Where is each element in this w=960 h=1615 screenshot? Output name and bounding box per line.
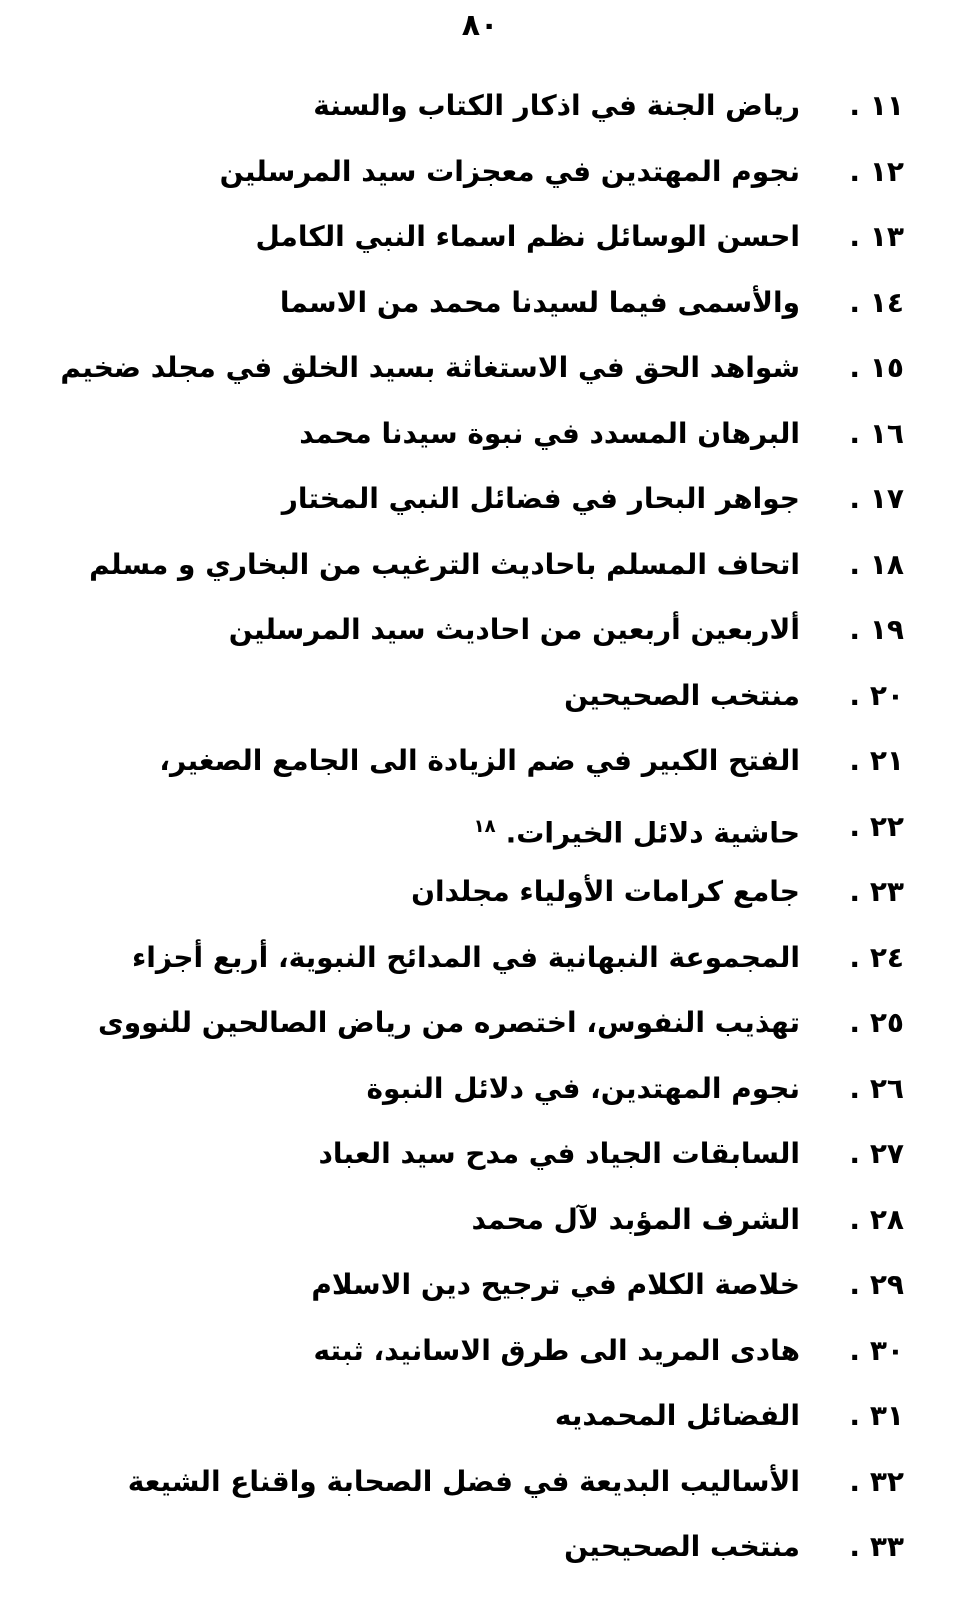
item-number: ٢٣ . xyxy=(849,875,904,908)
list-item xyxy=(0,1192,960,1258)
item-number: ١١ . xyxy=(849,89,904,122)
item-title: والأسمى فيما لسيدنا محمد من الاسما xyxy=(279,285,800,319)
list-item xyxy=(0,930,960,996)
item-title: هادى المريد الى طرق الاسانيد، ثبته xyxy=(313,1333,800,1367)
item-number: ٢٤ . xyxy=(849,940,904,974)
list-item xyxy=(0,1126,960,1192)
item-number: ٢٠ . xyxy=(849,678,904,712)
item-title: الفضائل المحمديه xyxy=(554,1399,800,1432)
list-item xyxy=(0,406,960,472)
item-number: ٢١ . xyxy=(849,744,904,777)
book-list xyxy=(0,78,960,1585)
list-item xyxy=(0,799,960,865)
list-item xyxy=(0,1388,960,1454)
list-item xyxy=(0,78,960,144)
list-item xyxy=(0,864,960,930)
item-number: ٢٧ . xyxy=(849,1137,904,1170)
item-title: نجوم المهتدين في معجزات سيد المرسلين xyxy=(219,154,800,188)
item-number: ١٧ . xyxy=(849,482,904,515)
item-number: ٢٩ . xyxy=(849,1268,904,1301)
item-number: ١٣ . xyxy=(849,220,904,253)
item-title: احسن الوسائل نظم اسماء النبي الكامل xyxy=(255,220,800,253)
item-number: ٣٣ . xyxy=(849,1530,904,1563)
item-title xyxy=(474,807,800,853)
item-title: المجموعة النبهانية في المدائح النبوية، أربع أجزاء xyxy=(131,940,800,974)
item-title: منتخب الصحيحين xyxy=(564,678,800,712)
item-title: السابقات الجياد في مدح سيد العباد xyxy=(318,1137,800,1170)
item-title: تهذيب النفوس، اختصره من رياض الصالحين للنووى xyxy=(98,1006,800,1039)
list-item xyxy=(0,1454,960,1520)
list-item xyxy=(0,209,960,275)
item-number: ٣٢ . xyxy=(849,1464,904,1498)
list-item xyxy=(0,340,960,406)
item-number: ١٢ . xyxy=(849,154,904,188)
list-item xyxy=(0,1519,960,1585)
list-item xyxy=(0,733,960,799)
item-number: ٢٢ . xyxy=(849,809,904,843)
list-item xyxy=(0,1257,960,1323)
item-title: ألاربعين أربعين من احاديث سيد المرسلين xyxy=(228,613,800,646)
footnote-marker: ١٨ xyxy=(473,815,496,837)
item-title: خلاصة الكلام في ترجيح دين الاسلام xyxy=(311,1268,800,1301)
item-number: ٢٦ . xyxy=(849,1071,904,1105)
list-item xyxy=(0,471,960,537)
list-item xyxy=(0,995,960,1061)
item-number: ١٦ . xyxy=(849,416,904,450)
item-title: جواهر البحار في فضائل النبي المختار xyxy=(281,482,800,515)
item-number: ١٤ . xyxy=(849,285,904,319)
item-number: ٢٨ . xyxy=(849,1202,904,1236)
item-number: ١٥ . xyxy=(849,351,904,384)
item-number: ٣١ . xyxy=(849,1399,904,1432)
item-title: شواهد الحق في الاستغاثة بسيد الخلق في مجلد ضخيم xyxy=(60,351,800,384)
item-title: جامع كرامات الأولياء مجلدان xyxy=(411,875,800,908)
list-item xyxy=(0,668,960,734)
item-title: منتخب الصحيحين xyxy=(564,1530,800,1563)
page-number: ٨٠ xyxy=(461,8,499,43)
list-item xyxy=(0,275,960,341)
list-item xyxy=(0,1061,960,1127)
item-title: نجوم المهتدين، في دلائل النبوة xyxy=(366,1071,800,1105)
item-title: البرهان المسدد في نبوة سيدنا محمد xyxy=(299,416,800,450)
item-title: اتحاف المسلم باحاديث الترغيب من البخاري و مسلم xyxy=(89,547,800,581)
item-title: رياض الجنة في اذكار الكتاب والسنة xyxy=(313,89,800,122)
list-item xyxy=(0,602,960,668)
list-item xyxy=(0,144,960,210)
item-number: ١٩ . xyxy=(849,613,904,646)
item-number: ١٨ . xyxy=(849,547,904,581)
item-title: الفتح الكبير في ضم الزيادة الى الجامع الصغير، xyxy=(159,744,800,777)
item-number: ٣٠ . xyxy=(849,1333,904,1367)
list-item xyxy=(0,1323,960,1389)
item-title-text: حاشية دلائل الخيرات. xyxy=(505,815,800,849)
item-number: ٢٥ . xyxy=(849,1006,904,1039)
list-item xyxy=(0,537,960,603)
item-title: الأساليب البديعة في فضل الصحابة واقناع الشيعة xyxy=(127,1464,800,1498)
item-title: الشرف المؤبد لآل محمد xyxy=(471,1202,800,1236)
